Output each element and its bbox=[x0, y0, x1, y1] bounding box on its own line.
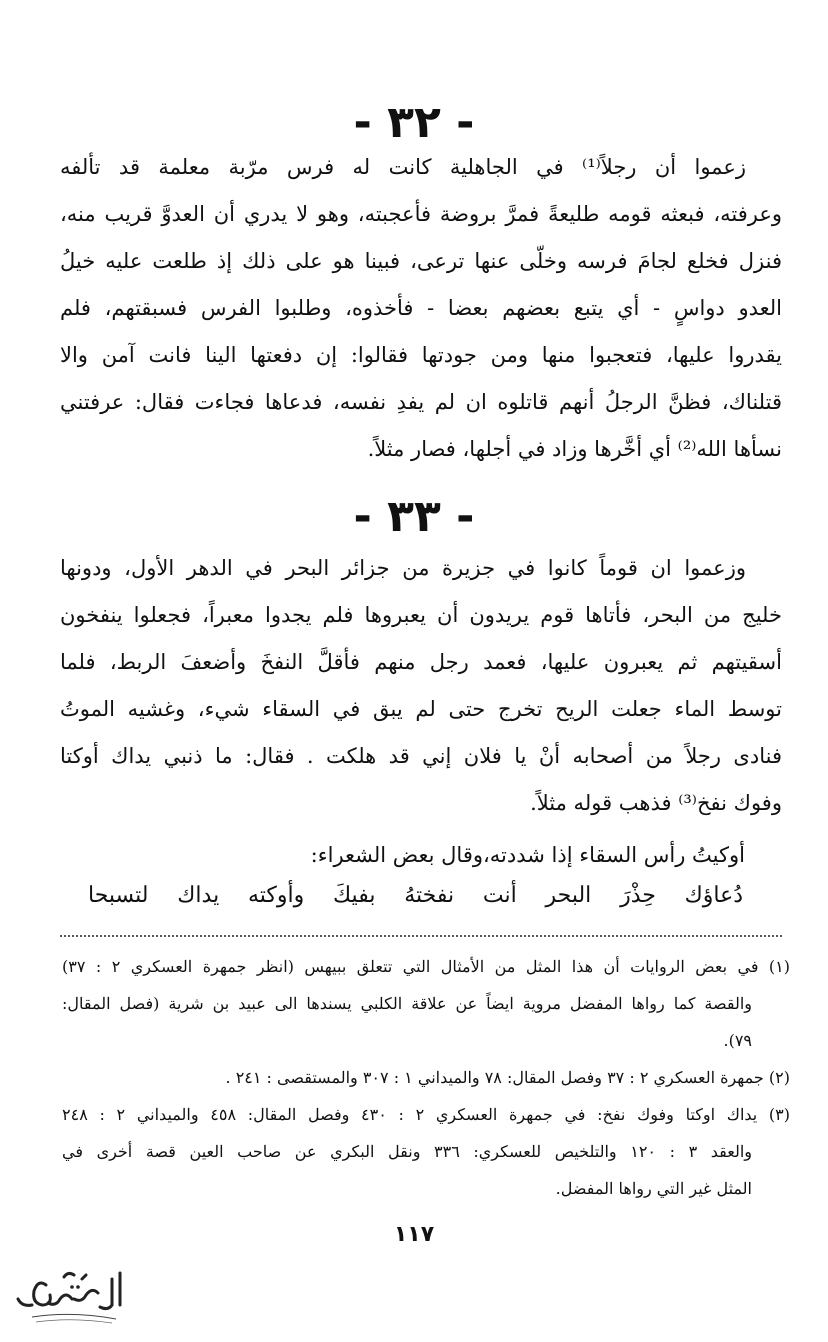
text-line: قتلناك، فظنَّ الرجلُ أنهم قاتلوه ان لم يفدِ نفسه، فدعاها فجاءت فقال: عرفتني bbox=[60, 390, 782, 414]
calligraphy-logo-icon bbox=[12, 1265, 127, 1327]
text-line: خليج من البحر، فأتاها قوم يريدون أن يعبروها فلم يجدوا معبراً، فجعلوا ينفخون bbox=[60, 603, 782, 627]
text-line: وعرفته، فبعثه قومه طليعةً فمرَّ بروضة فأعجبته، وهو لا يدري أن العدوَّ قريب منه، bbox=[60, 202, 782, 226]
footnotes bbox=[62, 948, 790, 1207]
text-line: وفوك نفخ⁽³⁾ فذهب قوله مثلاً. bbox=[530, 791, 782, 815]
text-line: فنزل فخلع لجامَ فرسه وخلّى عنها ترعى، فبينا هو على ذلك إذ طلعت عليه خيلُ bbox=[60, 249, 782, 273]
text-line: توسط الماء جعلت الريح تخرج حتى لم يبق في السقاء شيء، وغشيه الموتُ bbox=[60, 697, 782, 721]
footnote-line: (٢) جمهرة العسكري ٢ : ٣٧ وفصل المقال: ٧٨ والميداني ١ : ٣٠٧ والمستقصى : ٢٤١ . bbox=[225, 1068, 790, 1087]
text-line: زعموا أن رجلاً⁽¹⁾ في الجاهلية كانت له فرس مرّبة معلمة قد تألفه bbox=[60, 155, 746, 179]
text-line: يقدروا عليها، فتعجبوا منها ومن جودتها فقالوا: إن دفعتها الينا فانت آمن والا bbox=[60, 343, 782, 367]
section-32-body bbox=[60, 144, 782, 473]
footnote-line: (١) في بعض الروايات أن هذا المثل من الأمثال التي تتعلق ببيهس (انظر جمهرة العسكري ٢ : ٣٧) bbox=[62, 957, 790, 976]
text-line: أسقيتهم ثم يعبرون عليها، فعمد رجل منهم فأقلَّ النفخَ وأضعفَ الربط، فلما bbox=[60, 650, 782, 674]
footnote-separator bbox=[60, 935, 782, 937]
footnote-line: والقصة كما رواها المفضل مروية ايضاً عن علاقة الكلبي يسندها الى عبيد بن شرية (فصل المقال: bbox=[62, 994, 752, 1013]
footnote-line: ٧٩). bbox=[723, 1031, 752, 1050]
verse-intro: أوكيتُ رأس السقاء إذا شددته،وقال بعض الشعراء: bbox=[310, 843, 745, 867]
section-32-title: - ٣٢ - bbox=[353, 97, 475, 148]
text-line: فنادى رجلاً من أصحابه أنْ يا فلان إني قد هلكت . فقال: ما ذنبي يداك أوكتا bbox=[60, 744, 782, 768]
page-number: ١١٧ bbox=[393, 1222, 435, 1247]
footnote-line: والعقد ٣ : ١٢٠ والتلخيص للعسكري: ٣٣٦ ونقل البكري عن صاحب العين قصة أخرى في bbox=[62, 1142, 753, 1161]
footnote-line: المثل غير التي رواها المفضل. bbox=[555, 1179, 752, 1198]
text-line: نسأها الله⁽²⁾ أي أخَّرها وزاد في أجلها، فصار مثلاً. bbox=[367, 437, 782, 461]
poem-verse: دُعاؤك حِذْرَ البحر أنت نفختهُ بفيكَ وأوكته يداك لتسبحا bbox=[88, 883, 743, 908]
text-line: العدو دواسٍ - أي يتبع بعضهم بعضا - فأخذوه، وطلبوا الفرس فسبقتهم، فلم bbox=[60, 296, 782, 320]
text-line: وزعموا ان قوماً كانوا في جزيرة من جزائر البحر في الدهر الأول، ودونها bbox=[60, 556, 746, 580]
library-stamp-logo bbox=[12, 1265, 127, 1327]
section-33-title: - ٣٣ - bbox=[353, 491, 475, 542]
footnote-line: (٣) يداك اوكتا وفوك نفخ: في جمهرة العسكري ٢ : ٤٣٠ وفصل المقال: ٤٥٨ والميداني ٢ : ٢٤٨ bbox=[62, 1105, 790, 1124]
section-33-body bbox=[60, 545, 782, 827]
